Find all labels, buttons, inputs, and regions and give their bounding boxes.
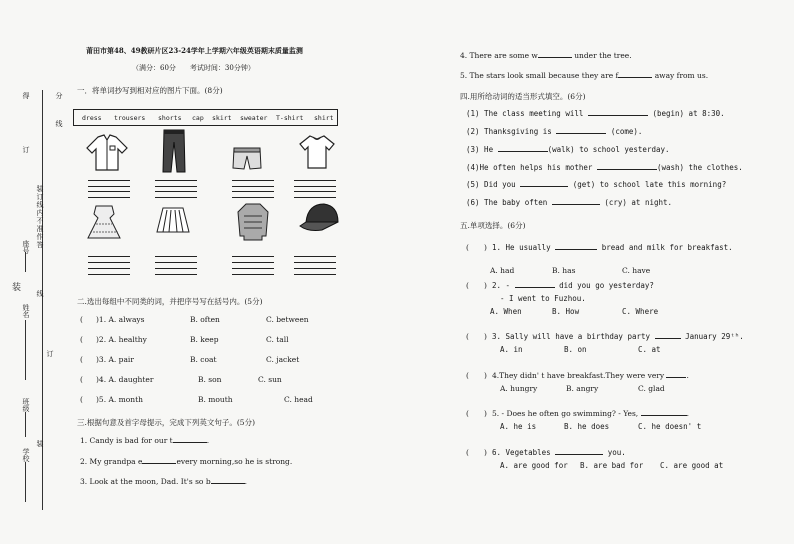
question-option-c: C. head [284, 395, 313, 404]
sentence-end: every morning,so he is strong. [176, 457, 293, 466]
margin-mark: 装 [10, 282, 20, 291]
answer-blank[interactable] [597, 168, 657, 170]
sentence-end: (begin) at 8:30. [652, 109, 725, 118]
question-text: 4.They didn' t have breakfast.They were very [492, 371, 665, 380]
answer-line[interactable] [232, 256, 274, 263]
sentence-end: away from us. [654, 71, 709, 80]
question-text-end: January 29ᵗʰ. [685, 332, 744, 341]
question-option-a: )5. A. month [96, 395, 143, 404]
choice-option-a: A. in [500, 345, 523, 354]
score-label: 得 [22, 92, 30, 99]
choice-option-b: B. are bad for [580, 461, 644, 470]
question-option-a: )4. A. daughter [96, 375, 154, 384]
question-option-b: B. coat [190, 355, 217, 364]
question-option-a: )1. A. always [96, 315, 145, 324]
choice-paren-open[interactable]: ( [466, 243, 469, 252]
question-option-b: B. keep [190, 335, 219, 344]
answer-blank[interactable] [515, 286, 555, 288]
choice-option-a: A. hungry [500, 384, 538, 393]
answer-paren[interactable]: ( [80, 315, 83, 324]
question-option-c: C. sun [258, 375, 282, 384]
choice-option-c: C. Where [622, 307, 659, 316]
choice-paren-close[interactable]: ) [484, 281, 487, 290]
sentence-text: (6) The baby often [466, 198, 548, 207]
dress-icon [86, 204, 122, 242]
question-option-b: B. often [190, 315, 220, 324]
sentence-end: (get) to school late this morning? [572, 180, 727, 189]
sentence-end: (wash) the clothes. [656, 163, 743, 172]
seat-line [25, 252, 26, 272]
binding-mark-line: 线 [36, 290, 44, 297]
shirt-icon [84, 134, 130, 172]
question-text-end: . [686, 409, 689, 418]
sentence-text: 1. Candy is bad for our t [80, 436, 173, 445]
answer-paren[interactable]: ( [80, 335, 83, 344]
answer-line[interactable] [232, 180, 274, 187]
choice-question [492, 372, 689, 380]
choice-question [492, 282, 654, 290]
answer-line[interactable] [232, 268, 274, 275]
sentence-text: (4)He often helps his mother [466, 163, 593, 172]
answer-line[interactable] [294, 256, 336, 263]
choice-question-reply: - I went to Fuzhou. [500, 294, 586, 303]
choice-option-c: C. are good at [660, 461, 724, 470]
answer-line[interactable] [155, 256, 197, 263]
sentence-end: . [206, 436, 210, 445]
no-answer-note: 装订线内不准作答 [36, 185, 44, 249]
question-option-c: C. jacket [266, 355, 300, 364]
shorts-icon [232, 146, 262, 172]
choice-paren-open[interactable]: ( [466, 281, 469, 290]
verb-sentence [466, 199, 672, 207]
sentence-text: (3) He [466, 145, 494, 154]
answer-blank[interactable] [555, 453, 603, 455]
choice-paren-open[interactable]: ( [466, 409, 469, 418]
choice-question [492, 449, 626, 457]
sentence-end: under the tree. [574, 51, 632, 60]
class-label: 班级 [22, 398, 30, 412]
choice-option-b: B. How [552, 307, 580, 316]
choice-question [492, 333, 744, 341]
choice-paren-open[interactable]: ( [466, 371, 469, 380]
choice-option-a: A. are good for [500, 461, 568, 470]
answer-paren[interactable]: ( [80, 375, 83, 384]
choice-option-a: A. When [490, 307, 522, 316]
question-text: 6. Vegetables [492, 448, 551, 457]
section2-heading: 二.选出每组中不同类的词，并把序号写在括号内。(5分) [77, 297, 263, 306]
school-line [25, 462, 26, 502]
word-bank-item: dress [82, 114, 102, 122]
choice-option-b: B. has [552, 266, 576, 275]
question-option-a: )2. A. healthy [96, 335, 147, 344]
word-bank-item: skirt [212, 114, 232, 122]
answer-blank[interactable] [520, 185, 568, 187]
sentence-text: 4. There are some w [460, 51, 538, 60]
question-option-c: C. between [266, 315, 309, 324]
fill-sentence [80, 478, 247, 486]
fill-sentence [460, 72, 708, 80]
word-bank [73, 109, 338, 126]
answer-blank[interactable] [588, 114, 648, 116]
name-line [25, 320, 26, 380]
answer-paren[interactable]: ( [80, 355, 83, 364]
verb-sentence [466, 146, 670, 154]
binding-mark-ding: 订 [46, 350, 54, 357]
question-option-b: B. mouth [198, 395, 233, 404]
fill-sentence [80, 458, 292, 466]
exam-subtitle: （满分：60分 考试时间：30分钟） [132, 64, 255, 72]
question-text-end: . [686, 371, 689, 380]
word-bank-item: shorts [158, 114, 182, 122]
answer-blank[interactable] [555, 248, 597, 250]
question-option-a: )3. A. pair [96, 355, 134, 364]
choice-option-b: B. on [564, 345, 587, 354]
answer-blank[interactable] [142, 462, 176, 464]
choice-option-c: C. glad [638, 384, 665, 393]
binding-mark-zhuang: 装 [36, 440, 44, 447]
score-mark: 线 [55, 120, 63, 127]
choice-option-c: C. at [638, 345, 661, 354]
question-text: 1. He usually [492, 243, 551, 252]
sentence-text: (2) Thanksgiving is [466, 127, 552, 136]
answer-blank[interactable] [641, 414, 687, 416]
answer-line[interactable] [294, 191, 336, 198]
sentence-end: (come). [610, 127, 643, 136]
name-label: 姓名 [22, 304, 30, 318]
word-bank-item: sweater [240, 114, 268, 122]
sentence-text: (5) Did you [466, 180, 516, 189]
answer-line[interactable] [88, 268, 130, 275]
verb-sentence [466, 128, 642, 136]
word-bank-item: T-shirt [276, 114, 304, 122]
sentence-text: (1) The class meeting will [466, 109, 584, 118]
tshirt-icon [298, 134, 336, 170]
verb-sentence [466, 164, 743, 172]
skirt-icon [155, 206, 191, 236]
binding-line [42, 90, 43, 510]
sweater-icon [236, 202, 270, 242]
class-line [25, 412, 26, 437]
trousers-icon [161, 128, 187, 174]
answer-blank[interactable] [618, 76, 652, 78]
score-label-2: 分 [55, 92, 63, 99]
answer-line[interactable] [294, 268, 336, 275]
question-option-c: C. tall [266, 335, 289, 344]
choice-option-c: C. have [622, 266, 651, 275]
answer-blank[interactable] [655, 337, 681, 339]
choice-option-c: C. he doesn' t [638, 422, 702, 431]
question-option-b: B. son [198, 375, 222, 384]
choice-option-a: A. he is [500, 422, 537, 431]
sentence-text: 5. The stars look small because they are f [460, 71, 619, 80]
school-label: 学校 [22, 448, 30, 462]
choice-paren-close[interactable]: ) [484, 448, 487, 457]
answer-blank[interactable] [666, 376, 686, 378]
seat-label: 座号 [22, 240, 30, 254]
section4-heading: 四.用所给动词的适当形式填空。(6分) [460, 92, 586, 101]
choice-option-a: A. had [490, 266, 515, 275]
answer-line[interactable] [88, 191, 130, 198]
choice-paren-close[interactable]: ) [484, 332, 487, 341]
fill-sentence [80, 437, 209, 445]
word-bank-item: trousers [114, 114, 146, 122]
sentence-end: (walk) to school yesterday. [547, 145, 670, 154]
question-text: 3. Sally will have a birthday party [492, 332, 651, 341]
word-bank-item: shirt [314, 114, 334, 122]
answer-line[interactable] [232, 191, 274, 198]
choice-option-b: B. angry [566, 384, 599, 393]
answer-line[interactable] [155, 191, 197, 198]
choice-paren-close[interactable]: ) [484, 409, 487, 418]
answer-line[interactable] [294, 180, 336, 187]
question-text-end: bread and milk for breakfast. [601, 243, 733, 252]
exam-title: 莆田市第48、49教研片区23-24学年上学期六年级英语期末质量监测 [86, 46, 303, 55]
answer-blank[interactable] [211, 482, 245, 484]
answer-line[interactable] [88, 256, 130, 263]
answer-line[interactable] [155, 268, 197, 275]
question-text-end: you. [607, 448, 626, 457]
word-bank-item: cap [192, 114, 204, 122]
question-text-end: did you go yesterday? [559, 281, 654, 290]
choice-option-b: B. he does [564, 422, 610, 431]
answer-line[interactable] [88, 180, 130, 187]
answer-blank[interactable] [173, 441, 207, 443]
answer-blank[interactable] [552, 203, 600, 205]
question-text: 5. - Does he often go swimming? - Yes, [492, 409, 639, 418]
answer-blank[interactable] [498, 150, 548, 152]
score-mark-2: 订 [22, 146, 30, 153]
verb-sentence [466, 181, 726, 189]
answer-blank[interactable] [556, 132, 606, 134]
cap-icon [298, 200, 342, 240]
choice-question [492, 410, 689, 418]
choice-paren-close[interactable]: ) [484, 371, 487, 380]
sentence-end: . [244, 477, 248, 486]
answer-blank[interactable] [538, 56, 572, 58]
section1-heading: 一．将单词抄写到相对应的图片下面。(8分) [77, 86, 223, 95]
choice-question [492, 244, 733, 252]
sentence-end: (cry) at night. [604, 198, 673, 207]
sentence-text: 2. My grandpa e [80, 457, 143, 466]
choice-paren-close[interactable]: ) [484, 243, 487, 252]
answer-line[interactable] [155, 180, 197, 187]
verb-sentence [466, 110, 725, 118]
question-text: 2. - [492, 281, 511, 290]
choice-paren-open[interactable]: ( [466, 448, 469, 457]
answer-paren[interactable]: ( [80, 395, 83, 404]
fill-sentence [460, 52, 632, 60]
sentence-text: 3. Look at the moon, Dad. It's so b [80, 477, 211, 486]
section5-heading: 五.单项选择。(6分) [460, 221, 526, 230]
section3-heading: 三.根据句意及首字母提示，完成下列英文句子。(5分) [77, 418, 256, 427]
choice-paren-open[interactable]: ( [466, 332, 469, 341]
